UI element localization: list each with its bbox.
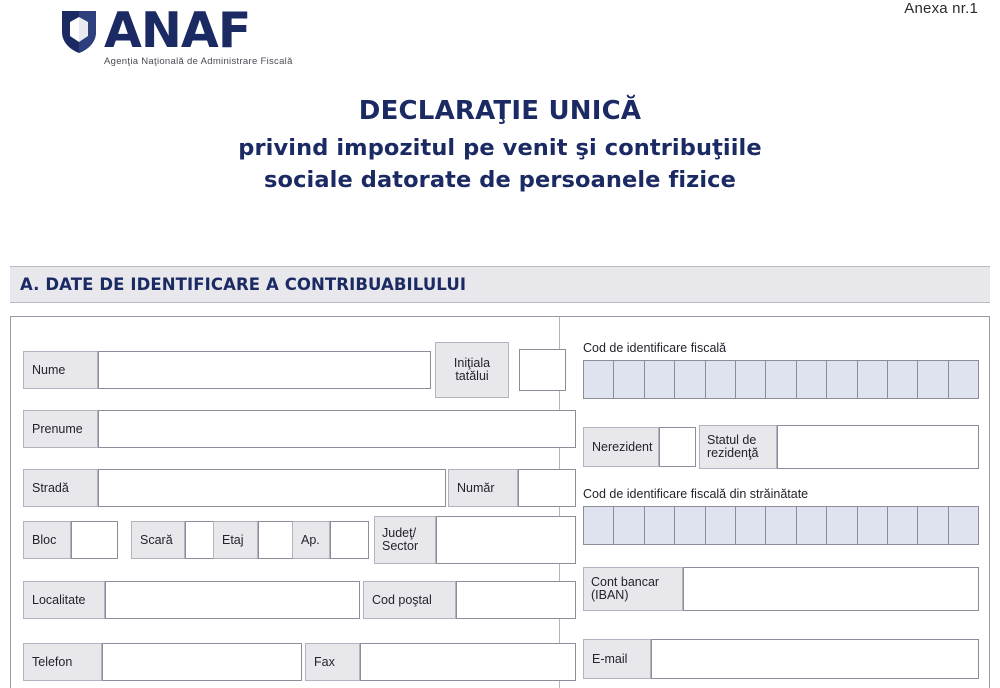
char-cell[interactable]: [858, 361, 888, 398]
input-email[interactable]: [651, 639, 979, 679]
anaf-logo: [60, 2, 293, 67]
input-nume[interactable]: [98, 351, 431, 389]
input-judet-sector[interactable]: [436, 516, 576, 564]
label-scara: Scară: [131, 521, 185, 559]
field-statul-rezidenta: [699, 425, 979, 469]
identification-form-panel: [10, 316, 990, 688]
input-localitate[interactable]: [105, 581, 360, 619]
char-cell[interactable]: [766, 507, 796, 544]
char-cell[interactable]: [584, 507, 614, 544]
label-bloc: Bloc: [23, 521, 71, 559]
field-telefon: [23, 643, 302, 681]
label-statul-rezidenta: [699, 425, 777, 469]
shield-icon: [60, 8, 98, 54]
field-localitate: [23, 581, 360, 619]
label-cif-strainatate: Cod de identificare fiscală din străinătate: [583, 487, 809, 501]
input-cod-identificare-fiscala[interactable]: [583, 360, 979, 399]
char-cell[interactable]: [736, 507, 766, 544]
char-cell[interactable]: [797, 507, 827, 544]
char-cell[interactable]: [918, 361, 948, 398]
document-title: [0, 96, 1000, 193]
label-cont-bancar: [583, 567, 683, 611]
char-cell[interactable]: [614, 361, 644, 398]
field-fax: [305, 643, 576, 681]
field-judet-sector: [374, 516, 576, 564]
label-localitate: Localitate: [23, 581, 105, 619]
field-numar: [448, 469, 576, 507]
input-fax[interactable]: [360, 643, 576, 681]
field-initiala-tatalui: [435, 342, 576, 398]
char-cell[interactable]: [949, 361, 978, 398]
field-bloc: [23, 521, 118, 559]
label-cod-postal: Cod poştal: [363, 581, 456, 619]
char-cell[interactable]: [614, 507, 644, 544]
input-cont-bancar[interactable]: [683, 567, 979, 611]
char-cell[interactable]: [766, 361, 796, 398]
input-bloc[interactable]: [71, 521, 118, 559]
title-line-2: sociale datorate de persoanele fizice: [264, 167, 736, 193]
label-statut-line1: Statul de: [707, 433, 757, 447]
field-prenume: [23, 410, 576, 448]
char-cell[interactable]: [949, 507, 978, 544]
label-ap: Ap.: [292, 521, 330, 559]
input-prenume[interactable]: [98, 410, 576, 448]
label-judet-line1: Judeţ/: [382, 526, 417, 540]
input-telefon[interactable]: [102, 643, 302, 681]
field-email: [583, 639, 979, 679]
section-header-a-label: A. DATE DE IDENTIFICARE A CONTRIBUABILULUI: [20, 275, 467, 294]
char-cell[interactable]: [706, 507, 736, 544]
label-telefon: Telefon: [23, 643, 102, 681]
char-cell[interactable]: [888, 507, 918, 544]
label-email: E-mail: [583, 639, 651, 679]
label-initiala-line2: tatălui: [455, 369, 489, 383]
input-numar[interactable]: [518, 469, 576, 507]
char-cell[interactable]: [706, 361, 736, 398]
input-nerezident[interactable]: [659, 427, 696, 467]
anexa-number: Anexa nr.1: [904, 0, 978, 17]
char-cell[interactable]: [675, 507, 705, 544]
label-nerezident: Nerezident: [583, 427, 659, 467]
input-strada[interactable]: [98, 469, 446, 507]
label-numar: Număr: [448, 469, 518, 507]
label-judet-line2: Sector: [382, 539, 419, 553]
input-cod-postal[interactable]: [456, 581, 576, 619]
logo-wordmark: ANAF: [104, 2, 251, 59]
field-strada: [23, 469, 446, 507]
char-cell[interactable]: [827, 507, 857, 544]
label-statut-line2: rezidenţă: [707, 446, 759, 460]
char-cell[interactable]: [797, 361, 827, 398]
char-cell[interactable]: [736, 361, 766, 398]
field-cont-bancar: [583, 567, 979, 611]
field-cod-postal: [363, 581, 576, 619]
label-fax: Fax: [305, 643, 360, 681]
logo-subtitle: Agenţia Naţională de Administrare Fiscală: [104, 56, 293, 67]
label-cod-identificare-fiscala: Cod de identificare fiscală: [583, 341, 727, 355]
logo-row: [60, 2, 251, 59]
char-cell[interactable]: [645, 361, 675, 398]
char-cell[interactable]: [675, 361, 705, 398]
title-line-1: privind impozitul pe venit şi contribuţiile: [238, 135, 762, 161]
section-header-a: [10, 266, 990, 303]
input-cif-strainatate[interactable]: [583, 506, 979, 545]
char-cell[interactable]: [858, 507, 888, 544]
char-cell[interactable]: [888, 361, 918, 398]
char-cell[interactable]: [584, 361, 614, 398]
label-cont-line2: (IBAN): [591, 588, 629, 602]
input-initiala-tatalui[interactable]: [519, 349, 566, 391]
label-strada: Stradă: [23, 469, 98, 507]
input-statul-rezidenta[interactable]: [777, 425, 979, 469]
field-ap: [292, 521, 369, 559]
char-cell[interactable]: [918, 507, 948, 544]
label-cont-line1: Cont bancar: [591, 575, 660, 589]
title-main: DECLARAŢIE UNICĂ: [358, 96, 642, 126]
field-nume: [23, 351, 431, 389]
label-initiala-tatalui: [435, 342, 509, 398]
label-judet-sector: [374, 516, 436, 564]
label-etaj: Etaj: [213, 521, 258, 559]
label-initiala-line1: Iniţiala: [453, 356, 491, 370]
char-cell[interactable]: [827, 361, 857, 398]
field-etaj: [213, 521, 299, 559]
label-prenume: Prenume: [23, 410, 98, 448]
field-nerezident: [583, 427, 696, 467]
char-cell[interactable]: [645, 507, 675, 544]
input-ap[interactable]: [330, 521, 369, 559]
label-nume: Nume: [23, 351, 98, 389]
